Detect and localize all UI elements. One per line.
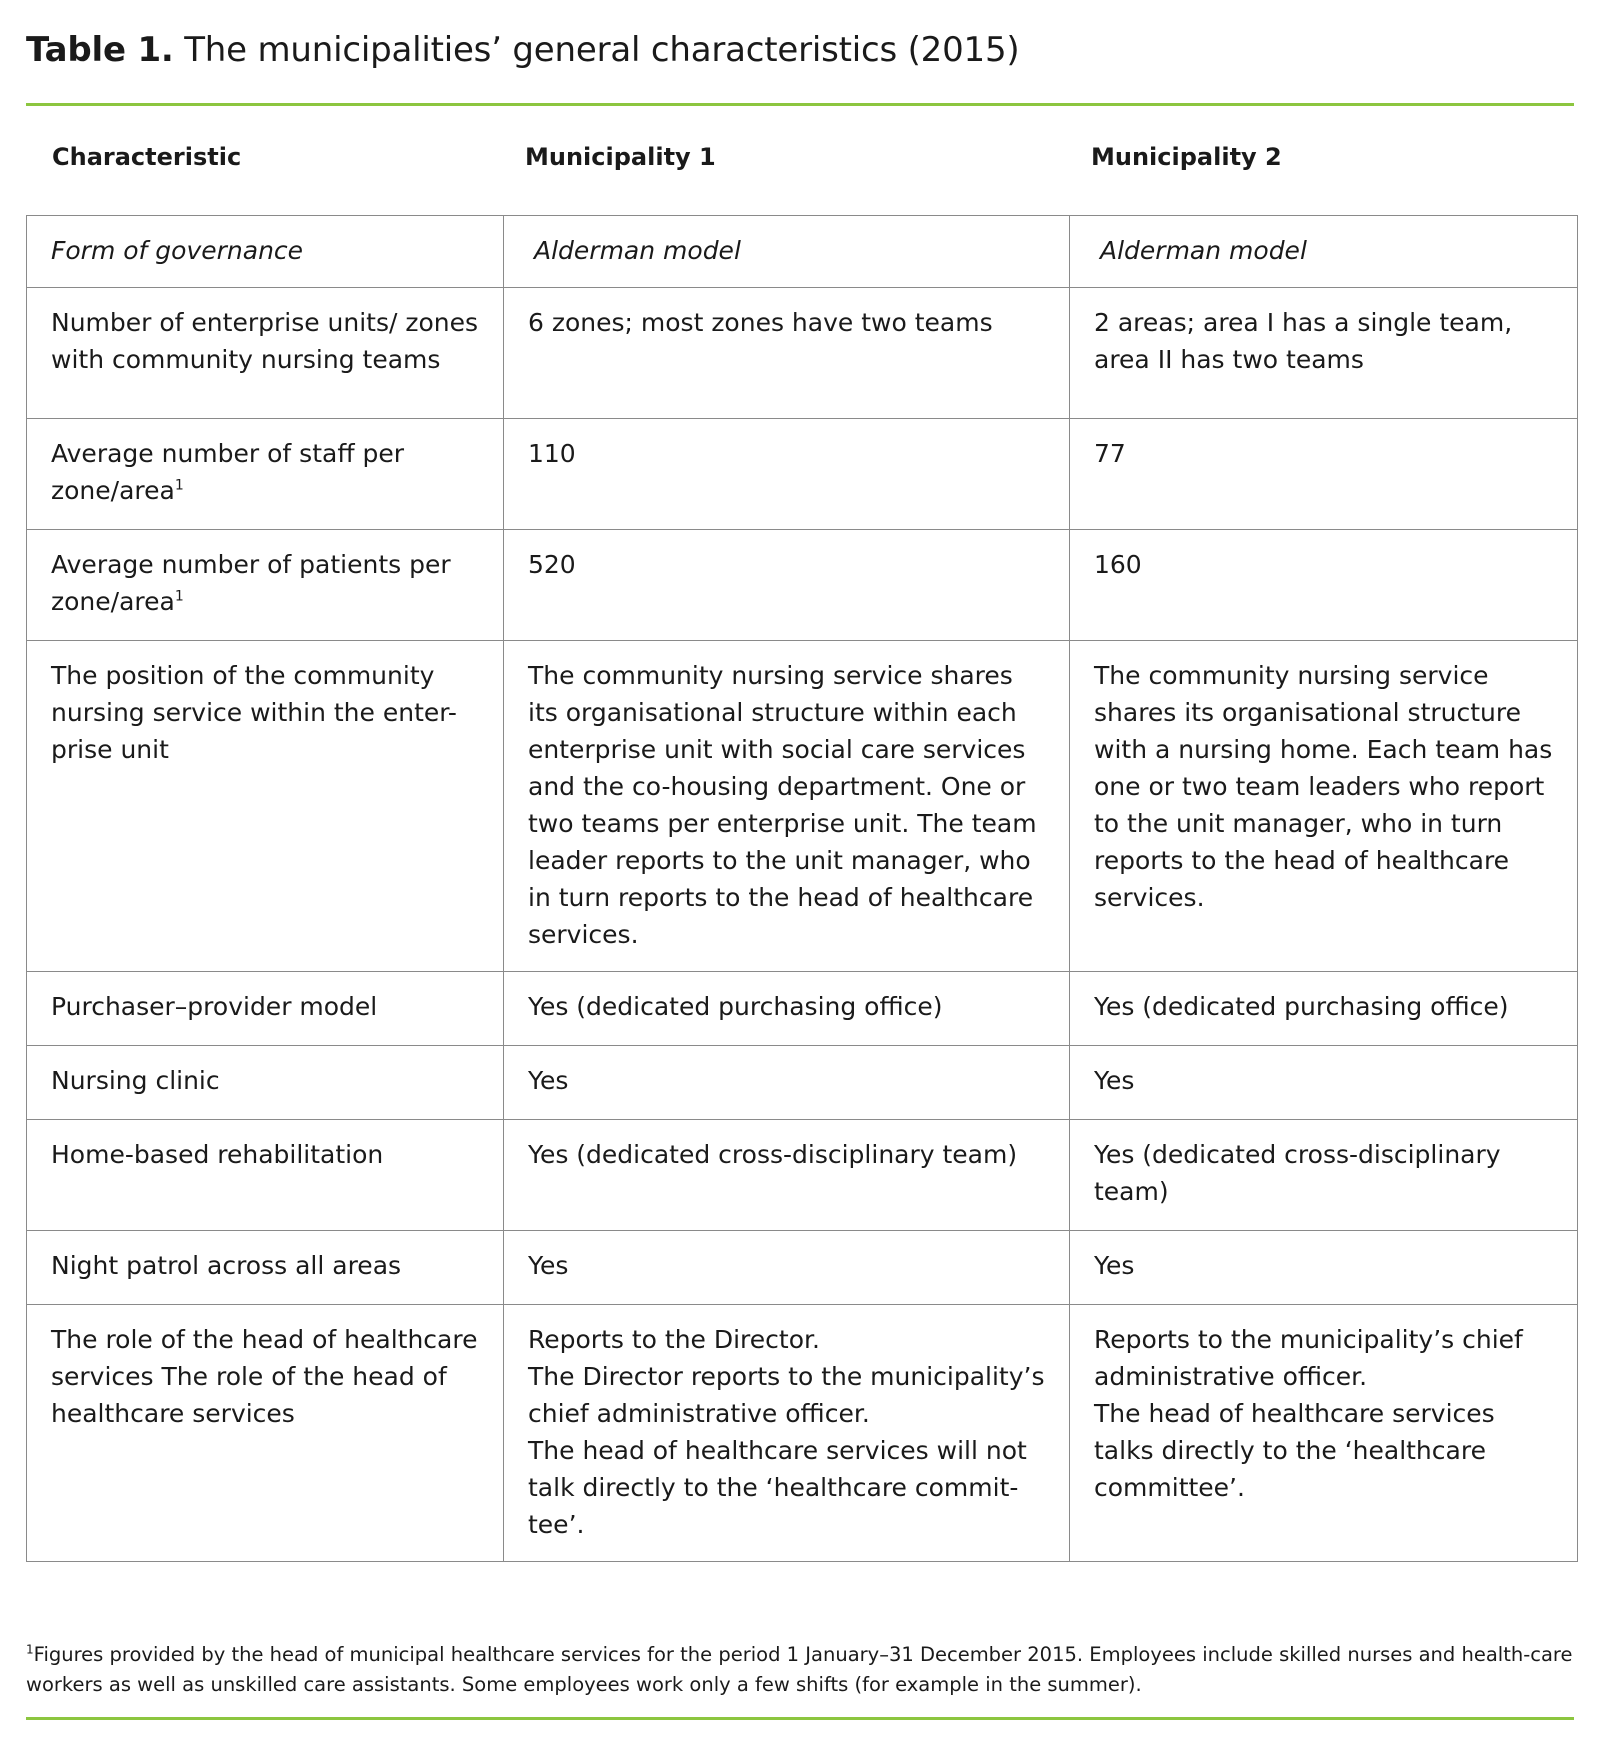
footnote-mark: 1 [26, 1642, 34, 1657]
row-value-m1 [504, 216, 1070, 288]
bottom-divider [26, 1717, 1574, 1720]
row-label: Form of governance [27, 216, 504, 288]
table-header-row [26, 143, 1574, 183]
table-row [27, 419, 1578, 530]
row-label [27, 530, 504, 641]
row-value-m2: Yes (dedicated cross-disciplinary team) [1070, 1120, 1578, 1231]
row-label: The position of the community nursing service within the enter-prise unit [27, 641, 504, 972]
header-characteristic: Characteristic [52, 143, 242, 171]
row-value-m1: Yes (dedicated cross-disciplinary team) [504, 1120, 1070, 1231]
row-value-m1: Yes [504, 1046, 1070, 1120]
row-value-m2: 2 areas; area I has a single team, area II has two teams [1070, 288, 1578, 419]
table-caption: The municipalities’ general characteristics (2015) [184, 30, 1020, 70]
row-value-m1: Yes (dedicated purchasing office) [504, 972, 1070, 1046]
table-title [26, 30, 1019, 70]
row-value-m2: Yes [1070, 1046, 1578, 1120]
row-value-m2: Yes [1070, 1231, 1578, 1305]
table-row [27, 216, 1578, 288]
row-label: Night patrol across all areas [27, 1231, 504, 1305]
table-row [27, 972, 1578, 1046]
row-label: Home-based rehabilitation [27, 1120, 504, 1231]
table-row [27, 1046, 1578, 1120]
table-row [27, 530, 1578, 641]
row-label: The role of the head of healthcare services The role of the head of healthcare services [27, 1305, 504, 1562]
cell-text: Average number of patients per zone/area [51, 550, 451, 616]
table-row [27, 1305, 1578, 1562]
cell-line: The Director reports to the municipality’s chief administrative officer. [528, 1362, 1045, 1428]
table-label: Table 1. [26, 30, 174, 70]
cell-text: Alderman model [534, 236, 741, 265]
cell-line: Reports to the Director. [528, 1325, 820, 1354]
footnote [26, 1640, 1574, 1700]
table-row [27, 1231, 1578, 1305]
table-row [27, 288, 1578, 419]
row-value-m2: The community nursing service shares its organisational structure with a nursing home. Each team has one or two team leaders who report to the unit manager, who in turn reports to the head of healthcare services. [1070, 641, 1578, 972]
row-value-m2: 160 [1070, 530, 1578, 641]
cell-text: Alderman model [1100, 236, 1307, 265]
characteristics-table [26, 215, 1578, 1562]
header-municipality-1: Municipality 1 [525, 143, 716, 171]
row-value-m2 [1070, 216, 1578, 288]
footnote-mark: 1 [174, 588, 184, 605]
footnote-text: Figures provided by the head of municipal healthcare services for the period 1 January–31 December 2015. Employees include skilled nurses and health-care workers as well as unskilled care assistants. Some employees work only a few shifts (for example in the summer). [26, 1643, 1573, 1696]
row-label: Nursing clinic [27, 1046, 504, 1120]
row-value-m1 [504, 1305, 1070, 1562]
row-value-m2: 77 [1070, 419, 1578, 530]
row-label: Purchaser–provider model [27, 972, 504, 1046]
cell-text: Average number of staff per zone/area [51, 439, 405, 505]
footnote-mark: 1 [174, 477, 184, 494]
row-value-m1: 110 [504, 419, 1070, 530]
row-value-m2: Yes (dedicated purchasing office) [1070, 972, 1578, 1046]
table-row [27, 641, 1578, 972]
header-municipality-2: Municipality 2 [1091, 143, 1282, 171]
top-divider [26, 103, 1574, 106]
row-value-m2 [1070, 1305, 1578, 1562]
row-value-m1: 6 zones; most zones have two teams [504, 288, 1070, 419]
table-row [27, 1120, 1578, 1231]
row-value-m1: Yes [504, 1231, 1070, 1305]
row-label: Number of enterprise units/ zones with community nursing teams [27, 288, 504, 419]
row-value-m1: 520 [504, 530, 1070, 641]
cell-line: Reports to the municipality’s chief administrative officer. [1094, 1325, 1523, 1391]
cell-line: The head of healthcare services talks directly to the ‘healthcare committee’. [1094, 1399, 1495, 1502]
cell-line: The head of healthcare services will not talk directly to the ‘healthcare commit-tee’. [528, 1436, 1027, 1539]
row-label [27, 419, 504, 530]
row-value-m1: The community nursing service shares its organisational structure within each enterprise unit with social care services and the co-housing department. One or two teams per enterprise unit. The team leader reports to the unit manager, who in turn reports to the head of healthcare services. [504, 641, 1070, 972]
